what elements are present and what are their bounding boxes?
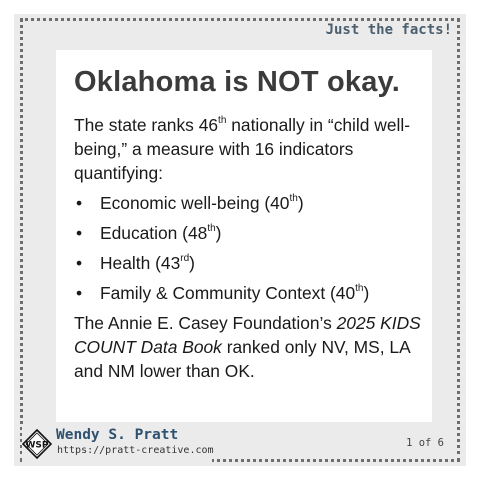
intro-post: nationally in “child well-being,” a measure with 16 indicators quantifying: xyxy=(74,115,411,183)
indicator-list xyxy=(74,191,432,305)
indicator-ordinal: th xyxy=(355,283,364,295)
indicator-close: ) xyxy=(363,283,370,303)
indicator-label: Family & Community Context (40 xyxy=(100,283,356,303)
indicator-ordinal: th xyxy=(207,223,216,235)
closing-post: ranked only NV, MS, LA and NM lower than OK. xyxy=(74,337,410,381)
bullet: • xyxy=(76,253,83,273)
indicator-close: ) xyxy=(189,253,195,273)
intro-ordinal: th xyxy=(218,115,227,127)
headline: Oklahoma is NOT okay. xyxy=(74,66,400,98)
bullet: • xyxy=(76,223,83,243)
closing-pre: The Annie E. Casey Foundation’s xyxy=(74,313,337,333)
logo-monogram: WSP xyxy=(25,440,49,451)
publication-title: 2025 KIDS COUNT Data Book xyxy=(74,313,421,357)
fact-card xyxy=(56,50,432,422)
indicator-close: ) xyxy=(297,193,304,213)
page-indicator: 1 of 6 xyxy=(400,437,448,449)
intro-text xyxy=(74,113,432,185)
author-name: Wendy S. Pratt xyxy=(56,427,179,443)
intro-pre: The state ranks 46 xyxy=(74,115,219,135)
closing-text xyxy=(74,311,432,383)
wsp-logo-icon xyxy=(22,429,52,459)
list-item xyxy=(74,281,432,305)
list-item xyxy=(74,221,432,245)
indicator-close: ) xyxy=(215,223,222,243)
indicator-label: Education (48 xyxy=(100,223,208,243)
bullet: • xyxy=(76,193,83,213)
list-item xyxy=(74,251,432,275)
indicator-label: Economic well-being (40 xyxy=(100,193,290,213)
bullet: • xyxy=(76,283,83,303)
website-link[interactable]: https://pratt-creative.com xyxy=(57,445,214,456)
footer-branding xyxy=(22,425,212,465)
indicator-ordinal: th xyxy=(289,193,298,205)
indicator-label: Health (43 xyxy=(100,253,181,273)
list-item xyxy=(74,191,432,215)
tagline: Just the facts! xyxy=(318,22,456,40)
indicator-ordinal: rd xyxy=(180,253,190,265)
